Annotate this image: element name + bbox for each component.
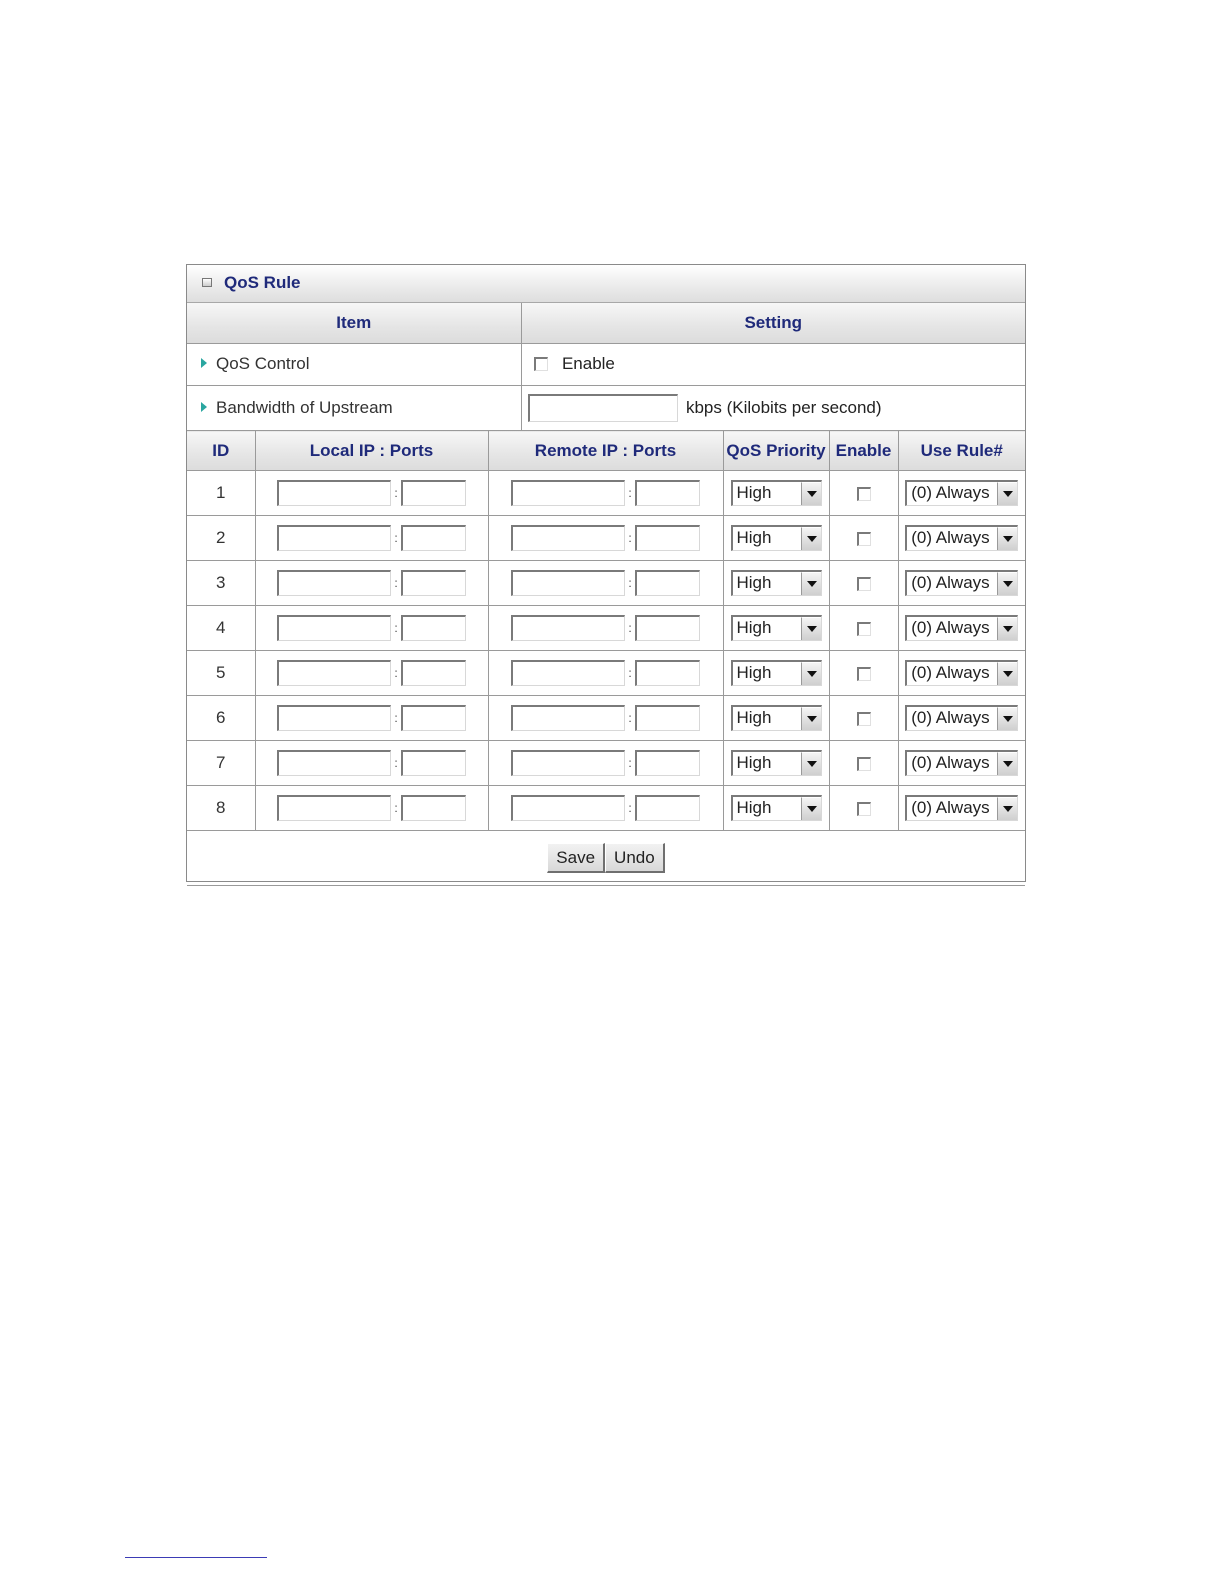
remote-ip-input[interactable]	[511, 480, 625, 506]
use-rule-cell	[898, 651, 1025, 696]
local-port-input[interactable]	[401, 750, 466, 776]
colon-separator: :	[628, 621, 632, 635]
priority-value: High	[736, 708, 772, 727]
remote-cell	[488, 516, 723, 561]
bullet-arrow-icon	[201, 402, 207, 412]
colon-separator: :	[394, 576, 398, 590]
chevron-down-icon[interactable]	[801, 752, 821, 775]
table-row	[187, 516, 1025, 561]
header-item: Item	[187, 303, 521, 343]
colon-separator: :	[628, 486, 632, 500]
rule-enable-checkbox[interactable]	[857, 802, 871, 816]
chevron-down-icon[interactable]	[997, 707, 1017, 730]
qos-control-label-cell	[187, 343, 521, 385]
priority-value: High	[736, 573, 772, 592]
use-rule-value: (0) Always	[911, 753, 990, 772]
local-ip-input[interactable]	[277, 570, 391, 596]
priority-value: High	[736, 618, 772, 637]
rule-enable-checkbox[interactable]	[857, 577, 871, 591]
remote-port-input[interactable]	[635, 705, 700, 731]
chevron-down-icon[interactable]	[997, 527, 1017, 550]
chevron-down-icon[interactable]	[801, 482, 821, 505]
use-rule-value: (0) Always	[911, 663, 990, 682]
use-rule-select[interactable]	[905, 525, 1018, 551]
priority-cell	[723, 741, 829, 786]
local-ip-input[interactable]	[277, 660, 391, 686]
chevron-down-icon[interactable]	[997, 482, 1017, 505]
priority-cell	[723, 561, 829, 606]
settings-header-row	[187, 303, 1025, 343]
bandwidth-label: Bandwidth of Upstream	[216, 397, 393, 417]
use-rule-cell	[898, 741, 1025, 786]
remote-cell	[488, 741, 723, 786]
qos-control-row	[187, 343, 1025, 385]
use-rule-select[interactable]	[905, 795, 1018, 821]
chevron-down-icon[interactable]	[801, 797, 821, 820]
local-ip-input[interactable]	[277, 480, 391, 506]
use-rule-value: (0) Always	[911, 798, 990, 817]
local-ip-input[interactable]	[277, 750, 391, 776]
local-cell	[255, 741, 488, 786]
remote-cell	[488, 471, 723, 516]
rule-enable-checkbox[interactable]	[857, 532, 871, 546]
table-row	[187, 471, 1025, 516]
remote-cell	[488, 786, 723, 831]
remote-port-input[interactable]	[635, 480, 700, 506]
local-port-input[interactable]	[401, 480, 466, 506]
qos-enable-checkbox[interactable]	[534, 357, 548, 371]
rule-enable-checkbox[interactable]	[857, 757, 871, 771]
col-header-use-rule: Use Rule#	[898, 431, 1025, 471]
chevron-down-icon[interactable]	[997, 752, 1017, 775]
use-rule-select[interactable]	[905, 705, 1018, 731]
local-port-input[interactable]	[401, 705, 466, 731]
footer-cell	[187, 831, 1025, 886]
footer-row	[187, 831, 1025, 886]
use-rule-cell	[898, 471, 1025, 516]
local-cell	[255, 696, 488, 741]
table-row	[187, 741, 1025, 786]
qos-control-label: QoS Control	[216, 354, 310, 373]
local-port-input[interactable]	[401, 795, 466, 821]
local-ip-input[interactable]	[277, 705, 391, 731]
rule-rows	[187, 471, 1025, 831]
chevron-down-icon[interactable]	[997, 617, 1017, 640]
col-header-enable: Enable	[829, 431, 898, 471]
local-ip-input[interactable]	[277, 615, 391, 641]
priority-cell	[723, 696, 829, 741]
colon-separator: :	[394, 621, 398, 635]
chevron-down-icon[interactable]	[801, 617, 821, 640]
remote-port-input[interactable]	[635, 750, 700, 776]
enable-cell	[829, 696, 898, 741]
bandwidth-unit: kbps (Kilobits per second)	[685, 397, 882, 417]
remote-cell	[488, 696, 723, 741]
priority-select[interactable]	[731, 705, 822, 731]
enable-cell	[829, 651, 898, 696]
use-rule-cell	[898, 696, 1025, 741]
header-setting: Setting	[521, 303, 1025, 343]
rule-id: 5	[187, 651, 255, 696]
qos-control-setting-cell	[521, 343, 1025, 385]
table-row	[187, 786, 1025, 831]
priority-select[interactable]	[731, 750, 822, 776]
colon-separator: :	[628, 576, 632, 590]
remote-cell	[488, 606, 723, 651]
priority-cell	[723, 471, 829, 516]
remote-cell	[488, 651, 723, 696]
use-rule-value: (0) Always	[911, 483, 990, 502]
col-header-local: Local IP : Ports	[255, 431, 488, 471]
table-row	[187, 696, 1025, 741]
colon-separator: :	[394, 531, 398, 545]
colon-separator: :	[394, 666, 398, 680]
panel-title: QoS Rule	[224, 273, 301, 292]
priority-value: High	[736, 663, 772, 682]
use-rule-value: (0) Always	[911, 618, 990, 637]
priority-cell	[723, 606, 829, 651]
bandwidth-row	[187, 385, 1025, 430]
qos-rules-table	[187, 430, 1025, 886]
rule-id: 2	[187, 516, 255, 561]
chevron-down-icon[interactable]	[997, 797, 1017, 820]
colon-separator: :	[394, 756, 398, 770]
local-ip-input[interactable]	[277, 525, 391, 551]
enable-cell	[829, 471, 898, 516]
local-cell	[255, 786, 488, 831]
use-rule-value: (0) Always	[911, 708, 990, 727]
remote-ip-input[interactable]	[511, 525, 625, 551]
remote-ip-input[interactable]	[511, 615, 625, 641]
use-rule-cell	[898, 786, 1025, 831]
local-port-input[interactable]	[401, 615, 466, 641]
rule-enable-checkbox[interactable]	[857, 487, 871, 501]
local-port-input[interactable]	[401, 660, 466, 686]
qos-rule-panel	[186, 264, 1026, 882]
use-rule-select[interactable]	[905, 750, 1018, 776]
use-rule-cell	[898, 516, 1025, 561]
rule-id: 6	[187, 696, 255, 741]
chevron-down-icon[interactable]	[801, 572, 821, 595]
enable-cell	[829, 786, 898, 831]
undo-button[interactable]: Undo	[605, 843, 665, 873]
priority-select[interactable]	[731, 660, 822, 686]
chevron-down-icon[interactable]	[997, 572, 1017, 595]
chevron-down-icon[interactable]	[801, 662, 821, 685]
priority-select[interactable]	[731, 795, 822, 821]
rule-enable-checkbox[interactable]	[857, 712, 871, 726]
bandwidth-setting-cell	[521, 385, 1025, 430]
save-button[interactable]: Save	[547, 843, 605, 873]
priority-value: High	[736, 528, 772, 547]
bandwidth-label-cell	[187, 385, 521, 430]
local-cell	[255, 516, 488, 561]
local-cell	[255, 561, 488, 606]
remote-port-input[interactable]	[635, 615, 700, 641]
col-header-priority: QoS Priority	[723, 431, 829, 471]
table-row	[187, 606, 1025, 651]
bullet-arrow-icon	[201, 358, 207, 368]
use-rule-select[interactable]	[905, 480, 1018, 506]
remote-ip-input[interactable]	[511, 750, 625, 776]
remote-ip-input[interactable]	[511, 570, 625, 596]
rule-id: 4	[187, 606, 255, 651]
remote-cell	[488, 561, 723, 606]
qos-enable-label: Enable	[561, 354, 615, 373]
priority-select[interactable]	[731, 480, 822, 506]
remote-ip-input[interactable]	[511, 795, 625, 821]
rule-enable-checkbox[interactable]	[857, 667, 871, 681]
priority-cell	[723, 651, 829, 696]
priority-value: High	[736, 798, 772, 817]
use-rule-cell	[898, 606, 1025, 651]
chevron-down-icon[interactable]	[997, 662, 1017, 685]
colon-separator: :	[628, 666, 632, 680]
colon-separator: :	[394, 711, 398, 725]
enable-cell	[829, 606, 898, 651]
remote-port-input[interactable]	[635, 570, 700, 596]
use-rule-value: (0) Always	[911, 573, 990, 592]
use-rule-cell	[898, 561, 1025, 606]
remote-port-input[interactable]	[635, 660, 700, 686]
colon-separator: :	[394, 801, 398, 815]
bandwidth-input[interactable]	[528, 394, 678, 422]
colon-separator: :	[628, 711, 632, 725]
use-rule-select[interactable]	[905, 615, 1018, 641]
rule-id: 3	[187, 561, 255, 606]
col-header-id: ID	[187, 431, 255, 471]
enable-cell	[829, 561, 898, 606]
panel-titlebar	[187, 265, 1025, 303]
qos-settings-table	[187, 303, 1025, 431]
colon-separator: :	[628, 801, 632, 815]
col-header-remote: Remote IP : Ports	[488, 431, 723, 471]
chevron-down-icon[interactable]	[801, 527, 821, 550]
footnote-separator	[125, 1557, 267, 1558]
priority-select[interactable]	[731, 570, 822, 596]
rule-id: 1	[187, 471, 255, 516]
enable-cell	[829, 516, 898, 561]
priority-value: High	[736, 753, 772, 772]
priority-cell	[723, 516, 829, 561]
use-rule-value: (0) Always	[911, 528, 990, 547]
local-cell	[255, 606, 488, 651]
remote-ip-input[interactable]	[511, 705, 625, 731]
local-ip-input[interactable]	[277, 795, 391, 821]
use-rule-select[interactable]	[905, 660, 1018, 686]
rules-header-row	[187, 431, 1025, 471]
local-cell	[255, 471, 488, 516]
enable-cell	[829, 741, 898, 786]
priority-value: High	[736, 483, 772, 502]
remote-ip-input[interactable]	[511, 660, 625, 686]
chevron-down-icon[interactable]	[801, 707, 821, 730]
local-port-input[interactable]	[401, 570, 466, 596]
use-rule-select[interactable]	[905, 570, 1018, 596]
remote-port-input[interactable]	[635, 525, 700, 551]
colon-separator: :	[628, 531, 632, 545]
colon-separator: :	[628, 756, 632, 770]
rule-id: 8	[187, 786, 255, 831]
priority-select[interactable]	[731, 525, 822, 551]
rule-id: 7	[187, 741, 255, 786]
table-row	[187, 561, 1025, 606]
colon-separator: :	[394, 486, 398, 500]
table-row	[187, 651, 1025, 696]
priority-select[interactable]	[731, 615, 822, 641]
panel-square-icon	[202, 278, 212, 287]
local-cell	[255, 651, 488, 696]
priority-cell	[723, 786, 829, 831]
rule-enable-checkbox[interactable]	[857, 622, 871, 636]
remote-port-input[interactable]	[635, 795, 700, 821]
local-port-input[interactable]	[401, 525, 466, 551]
